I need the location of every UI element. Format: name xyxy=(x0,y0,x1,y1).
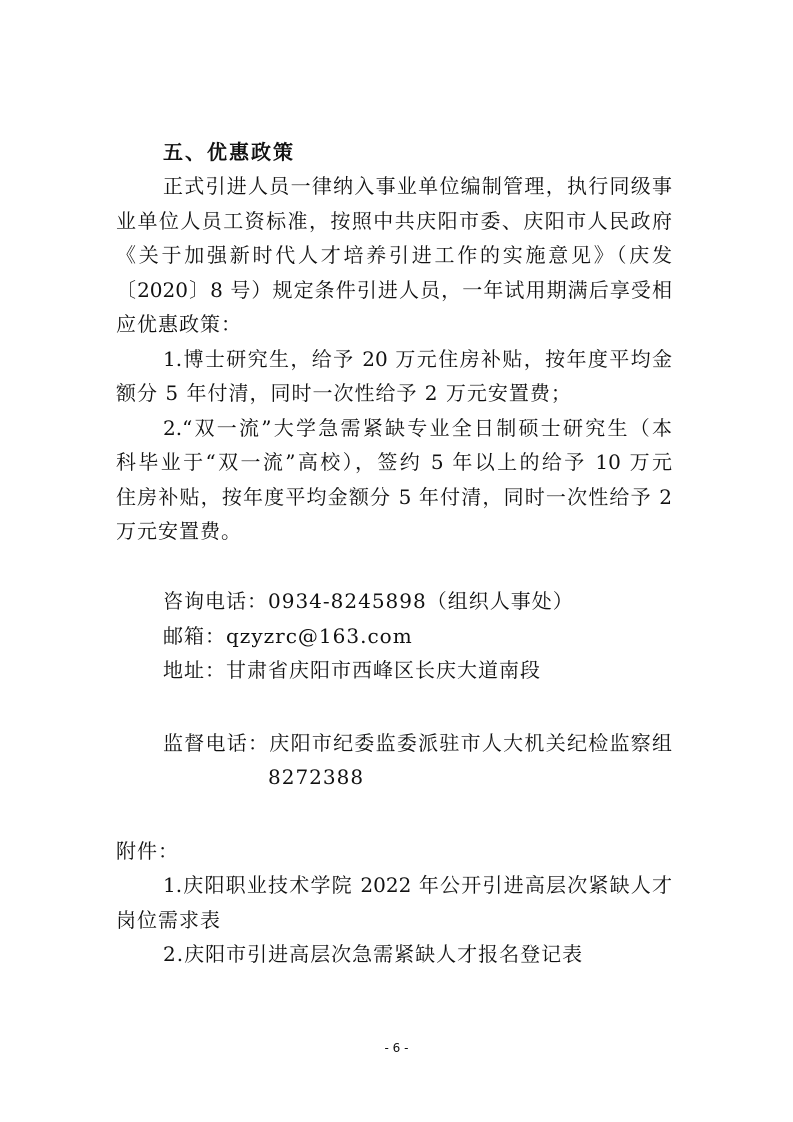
attachments-label: 附件： xyxy=(116,839,179,863)
section-heading: 五、优惠政策 xyxy=(163,140,295,164)
item2-line-4: 万元安置费。 xyxy=(116,519,242,543)
item2-line-3: 住房补贴，按年度平均金额分 5 年付清，同时一次性给予 2 xyxy=(116,485,672,509)
attachment-item1-line-2: 岗位需求表 xyxy=(116,908,221,932)
intro-line-1: 正式引进人员一律纳入事业单位编制管理，执行同级事 xyxy=(163,174,672,198)
contact-email: 邮箱：qzyzrc@163.com xyxy=(163,624,413,648)
page-number: - 6 - xyxy=(384,1041,409,1055)
intro-line-2: 业单位人员工资标准，按照中共庆阳市委、庆阳市人民政府 xyxy=(116,209,672,233)
item2-line-1: 2.“双一流”大学急需紧缺专业全日制硕士研究生（本 xyxy=(163,416,672,440)
intro-line-4: 〔2020〕8 号）规定条件引进人员，一年试用期满后享受相 xyxy=(116,278,672,302)
attachment-item1-line-1: 1.庆阳职业技术学院 2022 年公开引进高层次紧缺人才 xyxy=(163,873,672,897)
item1-line-2: 额分 5 年付清，同时一次性给予 2 万元安置费； xyxy=(116,381,572,405)
intro-line-5: 应优惠政策： xyxy=(116,312,242,336)
attachment-item2: 2.庆阳市引进高层次急需紧缺人才报名登记表 xyxy=(163,942,584,966)
supervision-line-2: 8272388 xyxy=(268,765,365,789)
supervision-line-1: 监督电话：庆阳市纪委监委派驻市人大机关纪检监察组 xyxy=(163,731,672,755)
intro-line-3: 《关于加强新时代人才培养引进工作的实施意见》（庆发 xyxy=(116,243,672,267)
item2-line-2: 科毕业于“双一流”高校），签约 5 年以上的给予 10 万元 xyxy=(116,450,672,474)
item1-line-1: 1.博士研究生，给予 20 万元住房补贴，按年度平均金 xyxy=(163,347,672,371)
contact-phone: 咨询电话：0934-8245898（组织人事处） xyxy=(163,589,574,613)
contact-address: 地址：甘肃省庆阳市西峰区长庆大道南段 xyxy=(163,658,541,682)
